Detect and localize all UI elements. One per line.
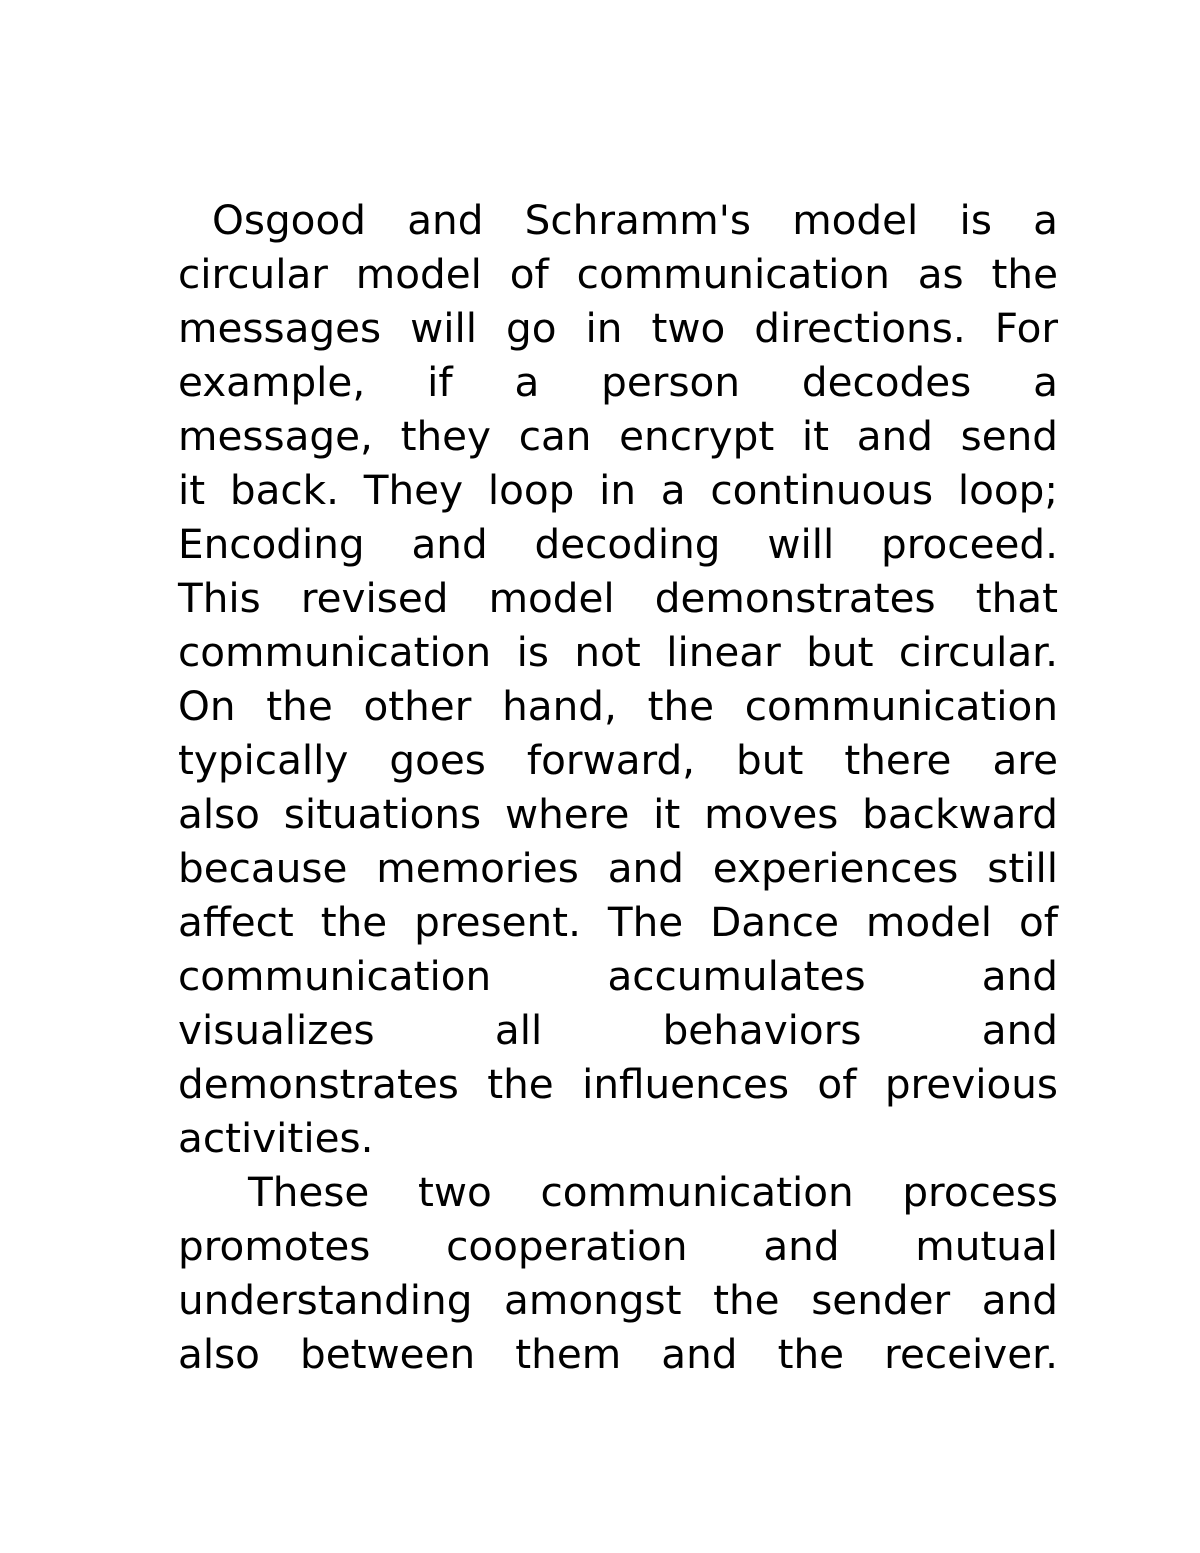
text-line: activities. bbox=[178, 1114, 374, 1162]
paragraph-1 bbox=[178, 193, 1058, 1165]
text-line: visualizes all behaviors and bbox=[178, 1006, 1058, 1054]
text-line: Encoding and decoding will proceed. bbox=[178, 520, 1058, 568]
text-line: demonstrates the influences of previous bbox=[178, 1060, 1058, 1108]
text-line: example, if a person decodes a bbox=[178, 358, 1058, 406]
text-line: typically goes forward, but there are bbox=[178, 736, 1058, 784]
body-text bbox=[178, 193, 1058, 1381]
text-line: because memories and experiences still bbox=[178, 844, 1058, 892]
text-line: communication accumulates and bbox=[178, 952, 1058, 1000]
text-line: it back. They loop in a continuous loop; bbox=[178, 466, 1058, 514]
text-line: also between them and the receiver. bbox=[178, 1330, 1058, 1378]
text-line: also situations where it moves backward bbox=[178, 790, 1058, 838]
line-text: These two communication process bbox=[248, 1168, 1058, 1216]
text-line: affect the present. The Dance model of bbox=[178, 898, 1058, 946]
text-line bbox=[178, 193, 1058, 247]
paragraph-2 bbox=[178, 1165, 1058, 1381]
text-line: This revised model demonstrates that bbox=[178, 574, 1058, 622]
text-line bbox=[178, 1165, 1058, 1219]
text-line: On the other hand, the communication bbox=[178, 682, 1058, 730]
text-line: messages will go in two directions. For bbox=[178, 304, 1058, 352]
text-line: understanding amongst the sender and bbox=[178, 1276, 1058, 1324]
text-line: communication is not linear but circular. bbox=[178, 628, 1058, 676]
line-text: Osgood and Schramm's model is a bbox=[212, 196, 1058, 244]
text-line: message, they can encrypt it and send bbox=[178, 412, 1058, 460]
text-line: circular model of communication as the bbox=[178, 250, 1058, 298]
text-line: promotes cooperation and mutual bbox=[178, 1222, 1058, 1270]
